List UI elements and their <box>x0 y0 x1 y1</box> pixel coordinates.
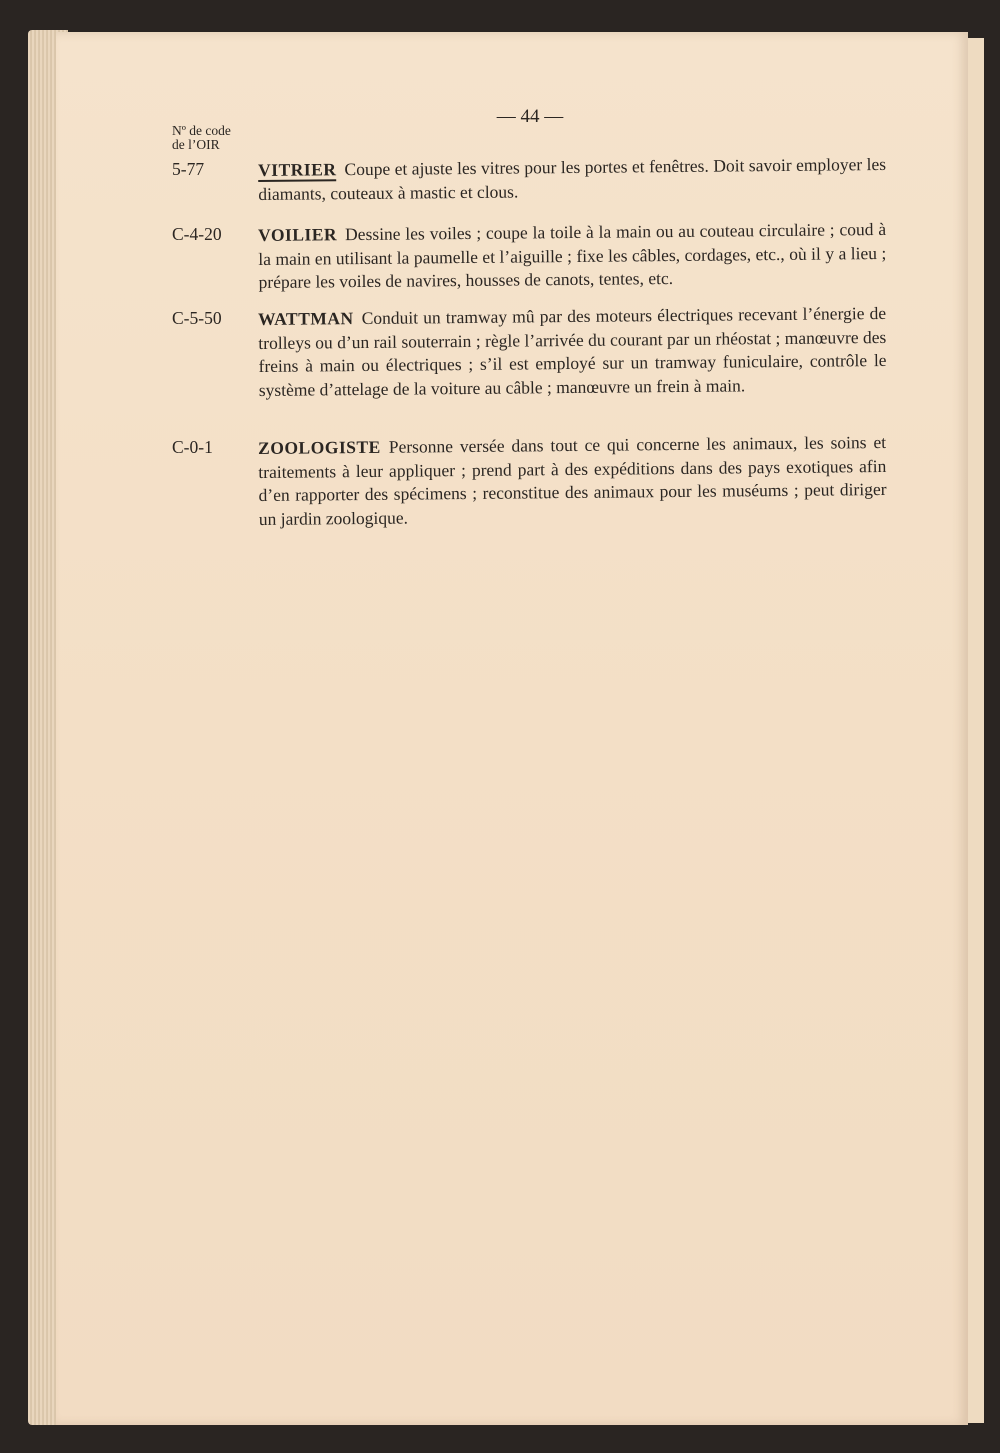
entry-voilier <box>172 218 892 295</box>
entry-term: WATTMAN <box>258 308 354 329</box>
entry-code: C-0-1 <box>172 437 213 457</box>
entry-code: C-5-50 <box>172 308 222 328</box>
entry-term: VITRIER <box>258 159 337 180</box>
entry-body <box>258 218 887 295</box>
code-column-header <box>172 124 231 152</box>
page-number: — 44 — <box>496 106 564 127</box>
entry-description: Dessine les voiles ; coupe la toile à la main ou au couteau circulaire ; coud à la main en utilisant la paumelle et l’aiguille ; fixe les câbles, cordages, etc., où il y a lieu ; prépare les voiles de navires, housses de canots, tentes, etc. <box>258 218 887 292</box>
code-header-line-1: Nº de code <box>172 123 231 138</box>
entry-term: ZOOLOGISTE <box>258 436 381 458</box>
entry-description: Coupe et ajuste les vitres pour les portes et fenêtres. Doit savoir employer les diamants, couteaux à mastic et clous. <box>258 153 887 204</box>
entry-vitrier <box>172 153 892 206</box>
entry-body <box>258 431 887 531</box>
entry-term: VOILIER <box>258 224 338 245</box>
entry-code: C-4-20 <box>172 224 222 244</box>
entry-code: 5-77 <box>172 159 205 179</box>
entry-description: Personne versée dans tout ce qui concerne les animaux, les soins et traitements à leur appliquer ; prend part à des expéditions dans des pays exotiques afin d’en rapporter des spécimens ; reconstitue des animaux pour les muséums ; peut diriger un jardin zoologique. <box>258 431 887 529</box>
entry-description: Conduit un tramway mû par des moteurs électriques recevant l’énergie de trolleys ou d’un rail souterrain ; règle l’arrivée du courant par un rhéostat ; manœuvre des freins à main ou électriques ; s’il est employé sur un tramway funiculaire, contrôle le système d’attelage de la voiture au câble ; manœuvre un frein à main. <box>258 302 887 400</box>
entry-zoologiste <box>172 431 892 531</box>
entry-body <box>258 302 887 402</box>
entry-body <box>258 153 886 206</box>
entry-wattman <box>172 302 892 402</box>
code-header-line-2: de l’OIR <box>172 137 220 152</box>
